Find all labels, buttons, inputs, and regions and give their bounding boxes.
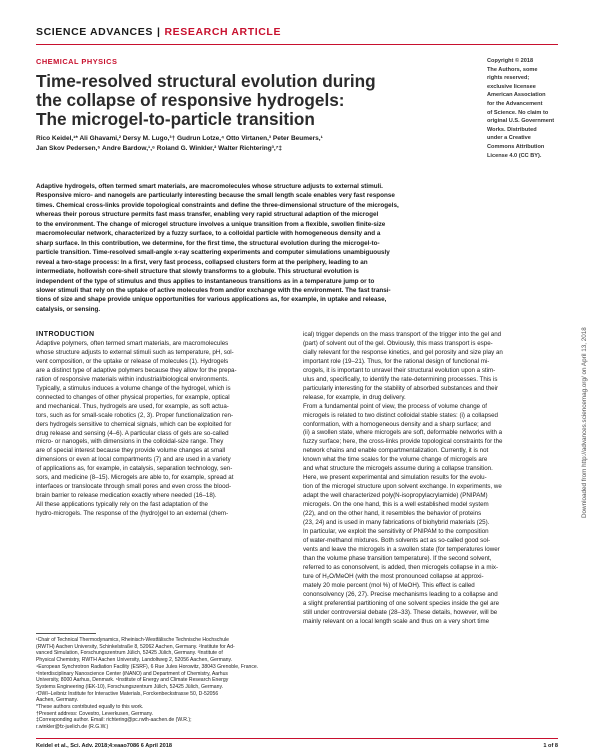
body-line: a slight preferential partitioning of one solvent species inside the gel are [303, 599, 500, 607]
body-line: (ii) a swollen state, where microgels are soft, deformable networks with a [303, 429, 503, 437]
footnote-line: ‡Corresponding author. Email: richtering@pc.rwth-aachen.de (W.R.); [36, 717, 192, 724]
body-line: microgels. On the one hand, this is a well established model system [303, 501, 489, 509]
header-rule [36, 44, 558, 45]
body-line: Typically, a stimulus induces a volume change of the hydrogel, which is [36, 384, 231, 392]
title-line: the collapse of responsive hydrogels: [36, 90, 345, 110]
body-line: whose structure adjusts to external stimuli such as temperature, pH, sol- [36, 348, 234, 356]
footnote-line: Aachen, Germany. [36, 697, 79, 704]
right-column [303, 331, 557, 626]
copyright-line: Works. Distributed [487, 126, 537, 133]
author-list [36, 134, 481, 153]
body-line: ulus and, specifically, to identify the rate-determining processes. This is [303, 375, 498, 383]
body-line: In particular, we exploit the sensitivity of PNIPAM to the composition [303, 527, 489, 535]
abstract-line: to the environment. The change of microgel structure involves a unique transition from a flexible, swollen finite-size [36, 220, 386, 228]
footnote-line: ⁷DWI–Leibniz Institute for Interactive Materials, Forckenbeckstrasse 50, D-52056 [36, 690, 219, 697]
body-line: and mechanical. Thus, hydrogels are used, for example, as soft actua- [36, 402, 229, 410]
page-number: 1 of 8 [543, 743, 558, 749]
left-column [36, 340, 290, 519]
body-line: tion of the microgel structure upon solvent exchange. In experiments, we [303, 483, 502, 491]
journal-name: SCIENCE ADVANCES [36, 26, 153, 38]
footer-citation: Keidel et al., Sci. Adv. 2018;4:eaao7086 6 April 2018 [36, 743, 172, 749]
footnote-line: ⁴European Synchrotron Radiation Facility (ESRF), 6 Rue Jules Horowitz, 38043 Grenoble, France. [36, 663, 259, 670]
body-line: sors, and medicine (8–15). Microgels are able to, for example, spread at [36, 474, 234, 482]
body-line: microgels is related to two distinct colloidal stable states: (i) a collapsed [303, 411, 498, 419]
abstract-line: particle transition. Time-resolved small-angle x-ray scattering experiments and computer simulations unambiguously [36, 249, 390, 257]
body-line: mainly relevant on a local length scale and thus on a very short time [303, 617, 490, 625]
copyright-line: of Science. No claim to [487, 109, 549, 116]
body-line: of water-methanol mixtures. Both solvents act as so-called good sol- [303, 536, 491, 544]
body-line: crogels, it is important to unravel their structural evolution upon a stim- [303, 366, 496, 374]
body-line: (23, 24) and is used in many fabrications of biohybrid materials (25). [303, 519, 490, 527]
body-line: known what the time scales for the volume change of microgels are [303, 456, 488, 464]
copyright-line: Copyright © 2018 [487, 58, 534, 64]
abstract-line: reveal a two-stage process: In a first, very fast process, collapsed clusters form at the periphery, leading to an [36, 258, 368, 266]
author-line: Rico Keidel,¹* Ali Ghavami,² Dersy M. Lugo,³† Gudrun Lotze,⁴ Otto Virtanen,³ Peter Beumers,¹ [36, 135, 323, 142]
copyright-notice [487, 57, 567, 160]
body-line: ture of H₂O/MeOH (with the most pronounced collapse at approxi- [303, 572, 484, 580]
copyright-line: The Authors, some [487, 66, 538, 73]
body-line: still under controversial debate (28–33). These details, however, will be [303, 608, 498, 616]
body-line: conformation, with a homogeneous density and a sharp surface; and [303, 420, 491, 428]
copyright-line: American Association [487, 92, 546, 99]
body-line: mately 20 mole percent (mol %) of MeOH). This effect is called [303, 581, 475, 589]
footnote-line: University, 8000 Aarhus, Denmark. ⁶Institute of Energy and Climate Research Energy [36, 677, 229, 684]
body-line: are of special interest because they provide volume changes at small [36, 447, 226, 455]
body-line: than the volume phase transition temperature). If the second solvent, [303, 554, 492, 562]
body-line: referred to as cononsolvent, is added, then microgels collapse in a mix- [303, 563, 499, 571]
abstract-line: intermediate, hollowish core-shell structure that slowly transforms to a globule. This structural evolution is [36, 268, 359, 276]
body-line: ders hydrogels sensitive to chemical signals, which can be exploited for [36, 420, 232, 428]
copyright-line: License 4.0 (CC BY). [487, 152, 542, 159]
body-line: micro- or nanogels, with dimensions in the colloidal-size range. They [36, 438, 224, 446]
body-line: interfaces or translocate through small pores and even cross the blood- [36, 483, 232, 491]
abstract-line: catalysis, or sensing. [36, 305, 101, 313]
body-line: Adaptive polymers, often termed smart materials, are macromolecules [36, 340, 229, 347]
body-line: All these applications typically rely on the fast adaptation of the [36, 501, 208, 509]
body-line: Here, we present experimental and simulation results for the evolu- [303, 474, 487, 482]
body-line: cially relevant for the response kinetics, and gel porosity and size play an [303, 348, 503, 356]
footer-rule [36, 738, 558, 739]
title-line: The microgel-to-particle transition [36, 109, 315, 129]
footnote-line: Physical Chemistry, RWTH Aachen University, Landoltweg 2, 52056 Aachen, Germany. [36, 657, 233, 664]
abstract-line: Adaptive hydrogels, often termed smart materials, are macromolecules whose structure adjusts to external stimuli. [36, 183, 383, 190]
footnote-line: †Present address: Covestro, Leverkusen, Germany. [36, 710, 154, 717]
footnote-line: ⁵Interdisciplinary Nanoscience Center (iNANO) and Department of Chemistry, Aarhus [36, 670, 228, 677]
abstract-line: tions of size and shape provide unique opportunities for various applications as, for example, in uptake and release, [36, 296, 387, 304]
body-line: adapt the well characterized poly(N-isopropylacrylamide) (PNIPAM) [303, 492, 488, 500]
abstract-line: slower stimuli that rely on the uptake of active molecules from and/or exchange with the environment. The fast transi- [36, 286, 391, 294]
body-line: are a distinct type of adaptive polymers because they allow for the prepa- [36, 366, 237, 374]
abstract-line: Responsive micro- and nanogels are particularly interesting because the small length scale enables very fast response [36, 192, 395, 200]
body-line: hydro-microgels. The response of the (hydro)gel to an external (chem- [36, 510, 229, 518]
body-line: drug release and sensing (4–6). A particular class of gels are so-called [36, 429, 229, 437]
body-line: particularly interesting for the stability of absorbed substances and their [303, 384, 499, 392]
footnote-line: *These authors contributed equally to this work. [36, 704, 144, 711]
footnote-rule [36, 633, 96, 634]
body-line: connected to changes of other physical properties, for example, optical [36, 393, 230, 401]
abstract-line: macromolecular network, characterized by a fuzzy surface, to a colloidal particle with homogeneous density and a [36, 230, 381, 238]
affiliations-footnotes [36, 637, 292, 731]
body-line: dimensions or even at local compartments (7) and are used in a variety [36, 456, 231, 464]
body-line: ical) trigger depends on the mass transport of the trigger into the gel and [303, 331, 502, 338]
body-line: tors, such as for small-scale robotics (2, 3). Proper functionalization ren- [36, 411, 234, 419]
body-line: (22), and on the other hand, it resembles the behavior of proteins [303, 510, 482, 518]
footnote-line: vanced Simulation, Forschungszentrum Jülich, 52425 Jülich, Germany. ³Institute of [36, 650, 223, 657]
copyright-line: rights reserved; [487, 75, 530, 82]
body-line: vents and leave the microgels in a swollen state (for temperatures lower [303, 545, 500, 553]
body-line: From a fundamental point of view, the process of volume change of [303, 402, 488, 410]
journal-header [36, 26, 558, 40]
copyright-line: for the Advancement [487, 100, 543, 107]
footnote-line: r.winkler@fz-juelich.de (R.G.W.) [36, 724, 109, 731]
abstract-line: independent of the type of stimulus and thus applies to instantaneous transitions as in a temperature jump or to [36, 277, 375, 285]
header-separator: | [156, 26, 161, 38]
section-label: CHEMICAL PHYSICS [36, 57, 118, 66]
author-line: Jan Skov Pedersen,⁵ Andre Bardow,¹,⁶ Roland G. Winkler,² Walter Richtering³,⁷‡ [36, 144, 282, 152]
copyright-line: original U.S. Government [487, 118, 555, 125]
body-line: important role (19–21). Thus, for the rational design of functional mi- [303, 357, 490, 365]
abstract-line: sharp surface. In this contribution, we determine, for the first time, the structural evolution during the microgel-to- [36, 239, 380, 247]
body-line: ration of responsive materials within industrial/biological environments. [36, 375, 229, 383]
body-line: release, for example, in drug delivery. [303, 393, 406, 401]
download-watermark[interactable]: Downloaded from http://advances.sciencemag.org/ on April 13, 2018 [581, 327, 588, 518]
body-line: network chains and enable compartmentalization. Currently, it is not [303, 447, 489, 455]
body-line: and what structure the microgels assume during a collapse transition. [303, 465, 493, 473]
article-title [36, 72, 476, 129]
footnote-line: (RWTH) Aachen University, Schinkelstraße 8, 52062 Aachen, Germany. ²Institute for Ad- [36, 643, 235, 650]
body-line: vent composition, or the uptake or release of molecules (1). Hydrogels [36, 357, 229, 365]
introduction-heading: INTRODUCTION [36, 331, 95, 338]
footnote-line: Systems Engineering (IEK-10), Forschungszentrum Jülich, 52425 Jülich, Germany. [36, 683, 224, 690]
body-line: (part) of solvent out of the gel. Obviously, this mass transport is espe- [303, 339, 493, 347]
body-line: of applications as, for example, in catalysis, separation technology, sen- [36, 465, 233, 473]
copyright-line: under a Creative [487, 135, 531, 142]
title-line: Time-resolved structural evolution during [36, 71, 376, 91]
abstract-line: whereas their porous structure permits fast mass transfer, enabling very rapid structural adaption of the microgel [36, 211, 379, 219]
body-line: cononsolvency (26, 27). Precise mechanisms leading to a collapse and [303, 590, 498, 598]
body-line: fuzzy surface; here, the cross-links provide topological constraints for the [303, 438, 503, 446]
copyright-line: Commons Attribution [487, 143, 545, 150]
abstract [36, 182, 556, 314]
abstract-line: times. Chemical cross-links provide topological constraints and define the three-dimensional structure of the microgels, [36, 201, 399, 209]
body-line: brain barrier to release medication exactly where needed (16–18). [36, 492, 217, 500]
footnote-line: ¹Chair of Technical Thermodynamics, Rheinisch-Westfälische Technische Hochschule [36, 637, 229, 643]
copyright-line: exclusive licensee [487, 83, 536, 90]
article-type: RESEARCH ARTICLE [164, 26, 282, 38]
